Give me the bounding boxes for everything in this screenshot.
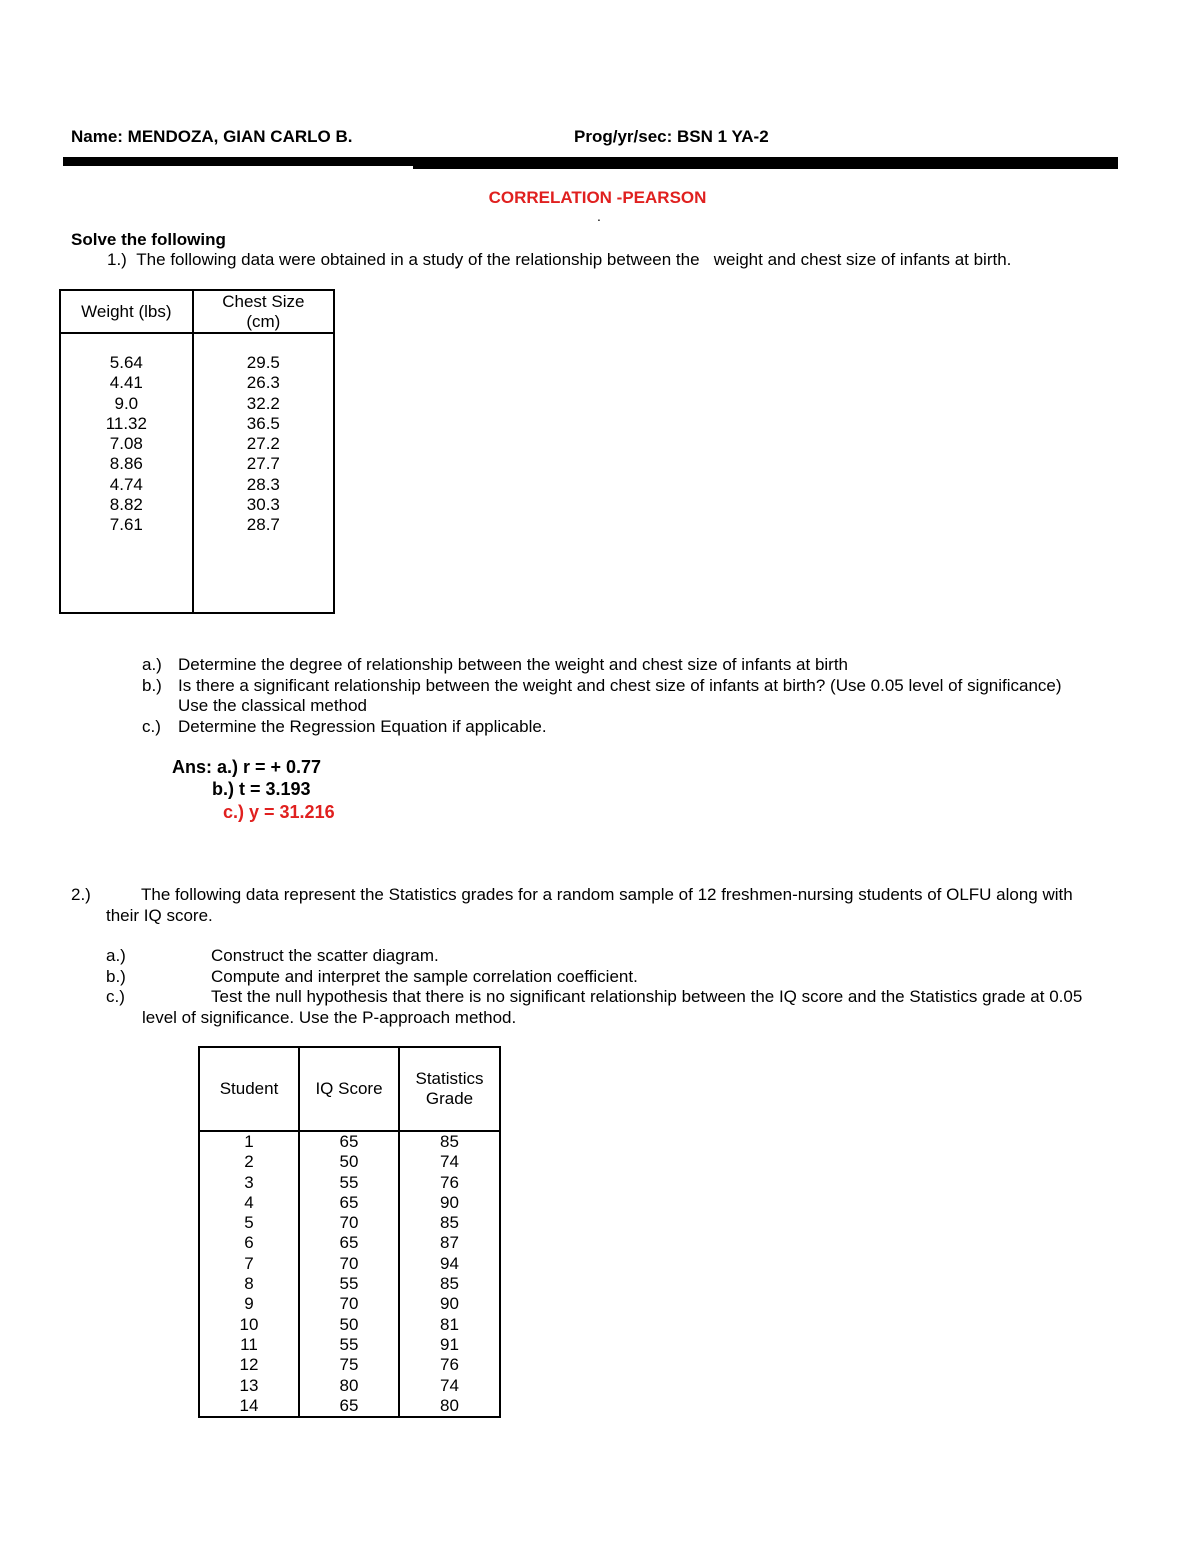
program-section: Prog/yr/sec: BSN 1 YA-2: [574, 127, 769, 146]
chest-header: Chest Size (cm): [193, 290, 334, 333]
problem2-number: 2.): [71, 885, 91, 904]
question-b: b.) Is there a significant relationship between the weight and chest size of infants at birth? (Use 0.05 level of significance): [142, 675, 1062, 695]
statistics-grade-value: 85: [440, 1213, 459, 1233]
weight-value: 7.61: [109, 515, 143, 535]
grade-header: Statistics Grade: [399, 1047, 500, 1131]
q2-c: c.) Test the null hypothesis that there is no significant relationship between the IQ score and the Statistics grade at 0.05: [106, 987, 1083, 1006]
problem1-number: 1.): [107, 250, 127, 269]
chest-column: [193, 333, 334, 613]
grade-column: [399, 1131, 500, 1417]
chest-size-value: 29.5: [246, 353, 280, 372]
iq-score-value: 80: [339, 1375, 359, 1395]
iq-column: [299, 1131, 399, 1417]
q2-a: a.) Construct the scatter diagram.: [106, 946, 439, 965]
iq-header: IQ Score: [299, 1047, 399, 1131]
student-number: 9: [244, 1294, 254, 1314]
weight-value: 4.74: [109, 474, 143, 494]
weight-value: 4.41: [109, 373, 143, 393]
student-number: 14: [239, 1395, 259, 1415]
student-number: 1: [244, 1132, 254, 1151]
chest-size-value: 30.3: [246, 495, 280, 515]
statistics-grade-value: 74: [440, 1375, 459, 1395]
student-number: 3: [244, 1172, 254, 1192]
statistics-grade-value: 85: [440, 1274, 459, 1294]
weight-value: 7.08: [109, 434, 143, 454]
chest-size-value: 27.7: [246, 454, 280, 474]
student-number: 11: [240, 1334, 258, 1354]
statistics-grade-value: 90: [440, 1294, 459, 1314]
chest-size-value: 28.3: [246, 474, 280, 494]
question-c: c.) Determine the Regression Equation if applicable.: [142, 716, 547, 736]
chest-size-value: 28.7: [246, 515, 280, 535]
iq-score-value: 55: [339, 1274, 359, 1294]
iq-score-value: 50: [339, 1314, 359, 1334]
statistics-grade-value: 91: [440, 1334, 459, 1354]
student-header: Student: [199, 1047, 299, 1131]
problem1-questions: [142, 655, 1062, 737]
weight-value: 5.64: [109, 353, 143, 372]
statistics-grade-value: 90: [440, 1192, 459, 1212]
iq-score-value: 50: [339, 1152, 359, 1172]
problem1-description: The following data were obtained in a study of the relationship between the weight and chest size of infants at birth.: [136, 250, 1012, 269]
student-number: 2: [244, 1152, 254, 1172]
student-number: 5: [244, 1213, 254, 1233]
statistics-grade-value: 85: [440, 1132, 459, 1151]
iq-score-value: 70: [339, 1213, 359, 1233]
title-dot: .: [597, 208, 601, 224]
student-number: 10: [239, 1314, 259, 1334]
weight-value: 9.0: [114, 393, 139, 413]
chest-size-value: 32.2: [246, 393, 280, 413]
header-rule-thick: [413, 159, 1118, 169]
student-number: 12: [239, 1355, 259, 1375]
chest-size-value: 36.5: [246, 413, 280, 433]
statistics-grade-value: 94: [440, 1253, 459, 1273]
header-rule-left: [63, 159, 413, 166]
iq-score-value: 65: [339, 1233, 359, 1253]
iq-score-value: 55: [339, 1172, 359, 1192]
chest-size-value: 26.3: [246, 373, 280, 393]
iq-score-value: 65: [339, 1132, 359, 1151]
student-number: 13: [239, 1375, 259, 1395]
question-a: a.) Determine the degree of relationship between the weight and chest size of infants at birth: [142, 655, 849, 674]
student-number: 8: [244, 1274, 254, 1294]
problem2-questions: [106, 946, 1136, 1028]
answer-c: c.) y = 31.216: [223, 802, 335, 822]
statistics-grade-value: 76: [440, 1355, 459, 1375]
weight-value: 8.82: [109, 495, 143, 515]
instruction: Solve the following: [71, 230, 226, 249]
weight-value: 11.32: [105, 413, 147, 433]
student-number: 7: [244, 1253, 254, 1273]
student-grades-table: [198, 1046, 501, 1418]
chest-size-value: 27.2: [246, 434, 280, 454]
student-name: Name: MENDOZA, GIAN CARLO B.: [71, 127, 353, 146]
weight-value: 8.86: [109, 454, 143, 474]
page-title: CORRELATION -PEARSON: [488, 188, 707, 207]
weight-header: Weight (lbs): [60, 290, 193, 333]
q2-b: b.) Compute and interpret the sample correlation coefficient.: [106, 966, 638, 986]
statistics-grade-value: 74: [440, 1152, 459, 1172]
student-number: 6: [244, 1233, 254, 1253]
problem1-text: [107, 250, 1011, 271]
iq-score-value: 75: [339, 1355, 359, 1375]
answer-a: Ans: a.) r = + 0.77: [172, 757, 322, 777]
statistics-grade-value: 87: [440, 1233, 459, 1253]
iq-score-value: 55: [339, 1334, 359, 1354]
answer-b: b.) t = 3.193: [212, 779, 311, 799]
iq-score-value: 65: [339, 1395, 359, 1415]
student-number: 4: [244, 1192, 254, 1212]
iq-score-value: 70: [339, 1294, 359, 1314]
weight-column: [60, 333, 193, 613]
q2-c-cont: level of significance. Use the P-approach method.: [142, 1007, 517, 1027]
question-b-method: Use the classical method: [178, 696, 367, 715]
iq-score-value: 65: [339, 1192, 359, 1212]
statistics-grade-value: 76: [440, 1172, 459, 1192]
statistics-grade-value: 81: [440, 1314, 459, 1334]
student-column: [199, 1131, 299, 1417]
iq-score-value: 70: [339, 1253, 359, 1273]
infant-data-table: [59, 289, 335, 614]
statistics-grade-value: 80: [440, 1395, 459, 1415]
problem2-text: 2.) The following data represent the Statistics grades for a random sample of 12 freshmen-nursing students of OLFU along with their IQ score.: [71, 885, 1073, 925]
